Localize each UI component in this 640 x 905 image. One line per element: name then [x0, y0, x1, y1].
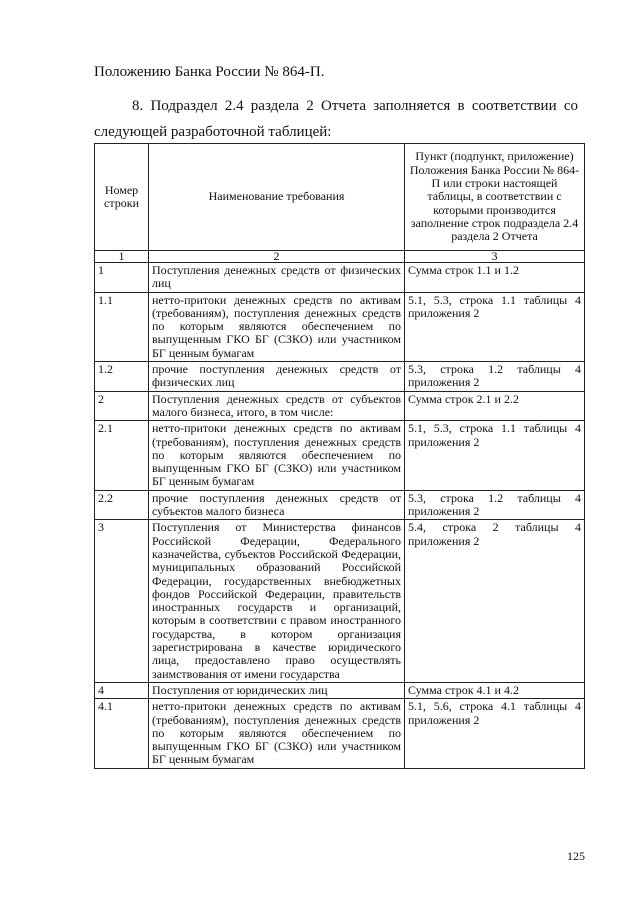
column-number-row: [95, 251, 585, 263]
table-row: [95, 699, 585, 768]
column-number: 3: [405, 251, 585, 263]
row-number: 2: [95, 391, 149, 421]
row-number: 2.1: [95, 421, 149, 490]
row-number: 2.2: [95, 490, 149, 520]
reference-text: Сумма строк 2.1 и 2.2: [405, 391, 585, 421]
row-number: 1.2: [95, 362, 149, 392]
table-row: [95, 263, 585, 293]
row-number: 3: [95, 520, 149, 683]
requirement-name: Поступления денежных средств от физических лиц: [149, 263, 405, 293]
reference-text: Сумма строк 1.1 и 1.2: [405, 263, 585, 293]
reference-text: 5.4, строка 2 таблицы 4 приложения 2: [405, 520, 585, 683]
requirement-name: прочие поступления денежных средств от субъектов малого бизнеса: [149, 490, 405, 520]
table-row: [95, 520, 585, 683]
table-row: [95, 292, 585, 361]
requirement-name: нетто-притоки денежных средств по активам (требованиям), поступления денежных средств по которым являются обеспечением по выпущенным ГКО БГ (СЗКО) или участником БГ ценным бумагам: [149, 421, 405, 490]
requirements-table: [94, 143, 585, 769]
page-number: 125: [567, 849, 585, 863]
requirement-name: нетто-притоки денежных средств по активам (требованиям), поступления денежных средств по которым являются обеспечением по выпущенным ГКО БГ (СЗКО) или участником БГ ценным бумагам: [149, 292, 405, 361]
header-row-number: Номер строки: [95, 144, 149, 251]
requirement-name: прочие поступления денежных средств от физических лиц: [149, 362, 405, 392]
reference-text: 5.3, строка 1.2 таблицы 4 приложения 2: [405, 490, 585, 520]
table-row: [95, 421, 585, 490]
column-number: 1: [95, 251, 149, 263]
row-number: 1.1: [95, 292, 149, 361]
header-reference: Пункт (подпункт, приложение) Положения Банка России № 864-П или строки настоящей таблицы, в соответствии с которыми производится заполнение строк подраздела 2.4 раздела 2 Отчета: [405, 144, 585, 251]
reference-text: 5.1, 5.3, строка 1.1 таблицы 4 приложения 2: [405, 292, 585, 361]
row-number: 4: [95, 682, 149, 698]
table-row: [95, 490, 585, 520]
continuation-line: Положению Банка России № 864-П.: [94, 64, 325, 80]
reference-text: Сумма строк 4.1 и 4.2: [405, 682, 585, 698]
requirement-name: Поступления от юридических лиц: [149, 682, 405, 698]
requirement-name: Поступления денежных средств от субъектов малого бизнеса, итого, в том числе:: [149, 391, 405, 421]
reference-text: 5.1, 5.6, строка 4.1 таблицы 4 приложения 2: [405, 699, 585, 768]
reference-text: 5.1, 5.3, строка 1.1 таблицы 4 приложения 2: [405, 421, 585, 490]
reference-text: 5.3, строка 1.2 таблицы 4 приложения 2: [405, 362, 585, 392]
table-header-row: [95, 144, 585, 251]
table-row: [95, 362, 585, 392]
requirement-name: нетто-притоки денежных средств по активам (требованиям), поступления денежных средств по которым являются обеспечением по выпущенным ГКО БГ (СЗКО) или участником БГ ценным бумагам: [149, 699, 405, 768]
row-number: 1: [95, 263, 149, 293]
table-row: [95, 391, 585, 421]
intro-paragraph: 8. Подраздел 2.4 раздела 2 Отчета заполняется в соответствии со следующей разработочной таблицей:: [94, 98, 578, 140]
requirement-name: Поступления от Министерства финансов Российской Федерации, Федерального казначейства, субъектов Российской Федерации, муниципальных образований Российской Федерации, государственных внебюджетных фондов Российской Федерации, правительств иностранных государств и организаций, которым в соответствии с правом иностранного государства, в котором организация зарегистрирована в качестве юридического лица, предоставлено право осуществлять заимствования от имени государства: [149, 520, 405, 683]
header-requirement-name: Наименование требования: [149, 144, 405, 251]
row-number: 4.1: [95, 699, 149, 768]
column-number: 2: [149, 251, 405, 263]
table-row: [95, 682, 585, 698]
